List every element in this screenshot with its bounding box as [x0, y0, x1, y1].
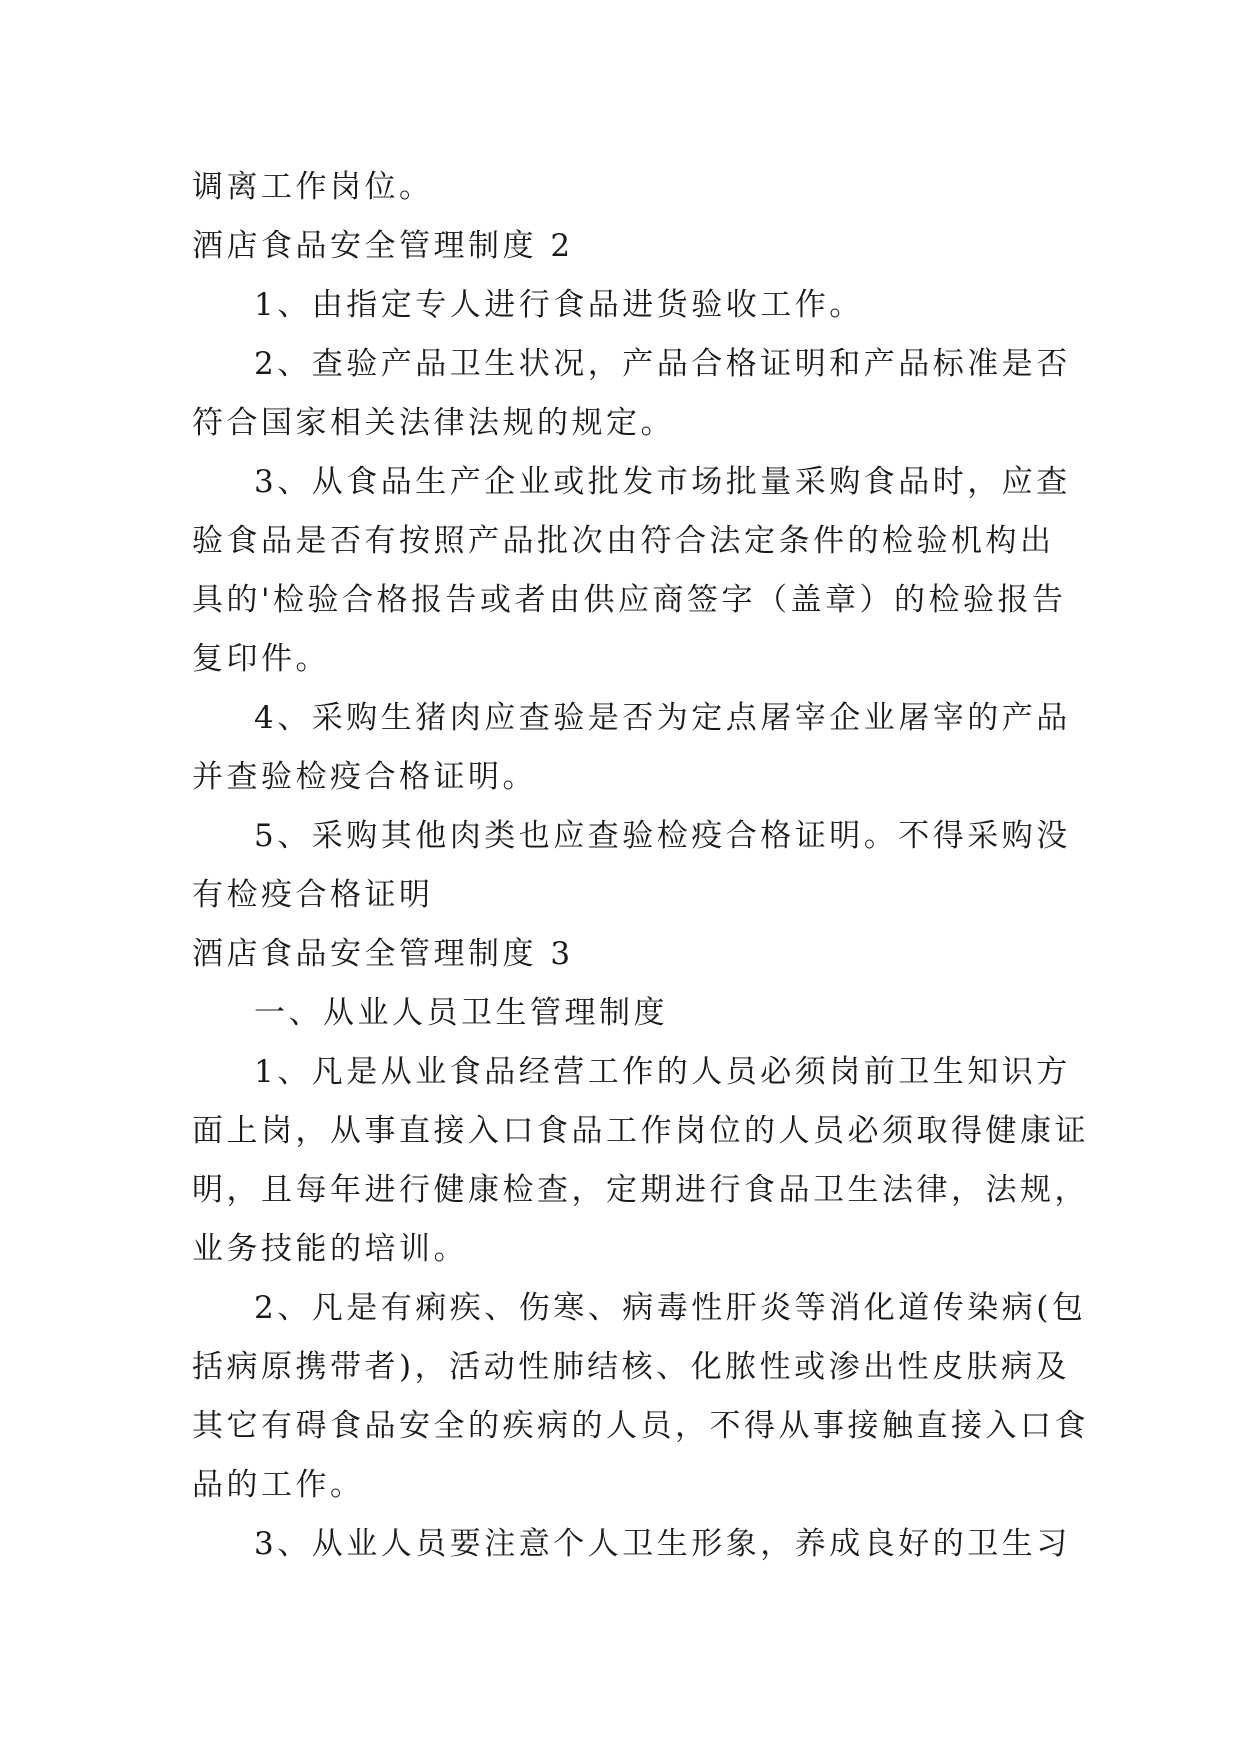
text-line: 具的'检验合格报告或者由供应商签字（盖章）的检验报告 [192, 582, 1067, 618]
list-item: 3、从食品生产企业或批发市场批量采购食品时，应查 [254, 464, 1071, 500]
text-line: 其它有碍食品安全的疾病的人员，不得从事接触直接入口食 [192, 1408, 1089, 1444]
text-line: 并查验检疫合格证明。 [192, 759, 537, 795]
list-item: 1、由指定专人进行食品进货验收工作。 [254, 287, 864, 323]
text-line: 业务技能的培训。 [192, 1231, 468, 1267]
text-line: 有检疫合格证明 [192, 877, 434, 913]
section-heading: 酒店食品安全管理制度 3 [192, 936, 574, 972]
text-line: 符合国家相关法律法规的规定。 [192, 405, 675, 441]
list-item: 2、凡是有痢疾、伤寒、病毒性肝炎等消化道传染病(包 [254, 1290, 1087, 1326]
list-item: 3、从业人员要注意个人卫生形象，养成良好的卫生习 [254, 1526, 1071, 1562]
text-line: 复印件。 [192, 641, 330, 677]
subsection-heading: 一、从业人员卫生管理制度 [254, 995, 668, 1031]
list-item: 5、采购其他肉类也应查验检疫合格证明。不得采购没 [254, 818, 1071, 854]
section-heading: 酒店食品安全管理制度 2 [192, 228, 574, 264]
text-line: 面上岗，从事直接入口食品工作岗位的人员必须取得健康证 [192, 1113, 1089, 1149]
text-line: 明，且每年进行健康检查，定期进行食品卫生法律，法规， [192, 1172, 1089, 1208]
text-line: 品的工作。 [192, 1467, 365, 1503]
list-item: 4、采购生猪肉应查验是否为定点屠宰企业屠宰的产品 [254, 700, 1071, 736]
list-item: 2、查验产品卫生状况，产品合格证明和产品标准是否 [254, 346, 1071, 382]
text-line: 括病原携带者)，活动性肺结核、化脓性或渗出性皮肤病及 [192, 1349, 1071, 1385]
document-page [192, 158, 1089, 1574]
text-line: 调离工作岗位。 [192, 169, 434, 205]
text-line: 验食品是否有按照产品批次由符合法定条件的检验机构出 [192, 523, 1055, 559]
list-item: 1、凡是从业食品经营工作的人员必须岗前卫生知识方 [254, 1054, 1071, 1090]
